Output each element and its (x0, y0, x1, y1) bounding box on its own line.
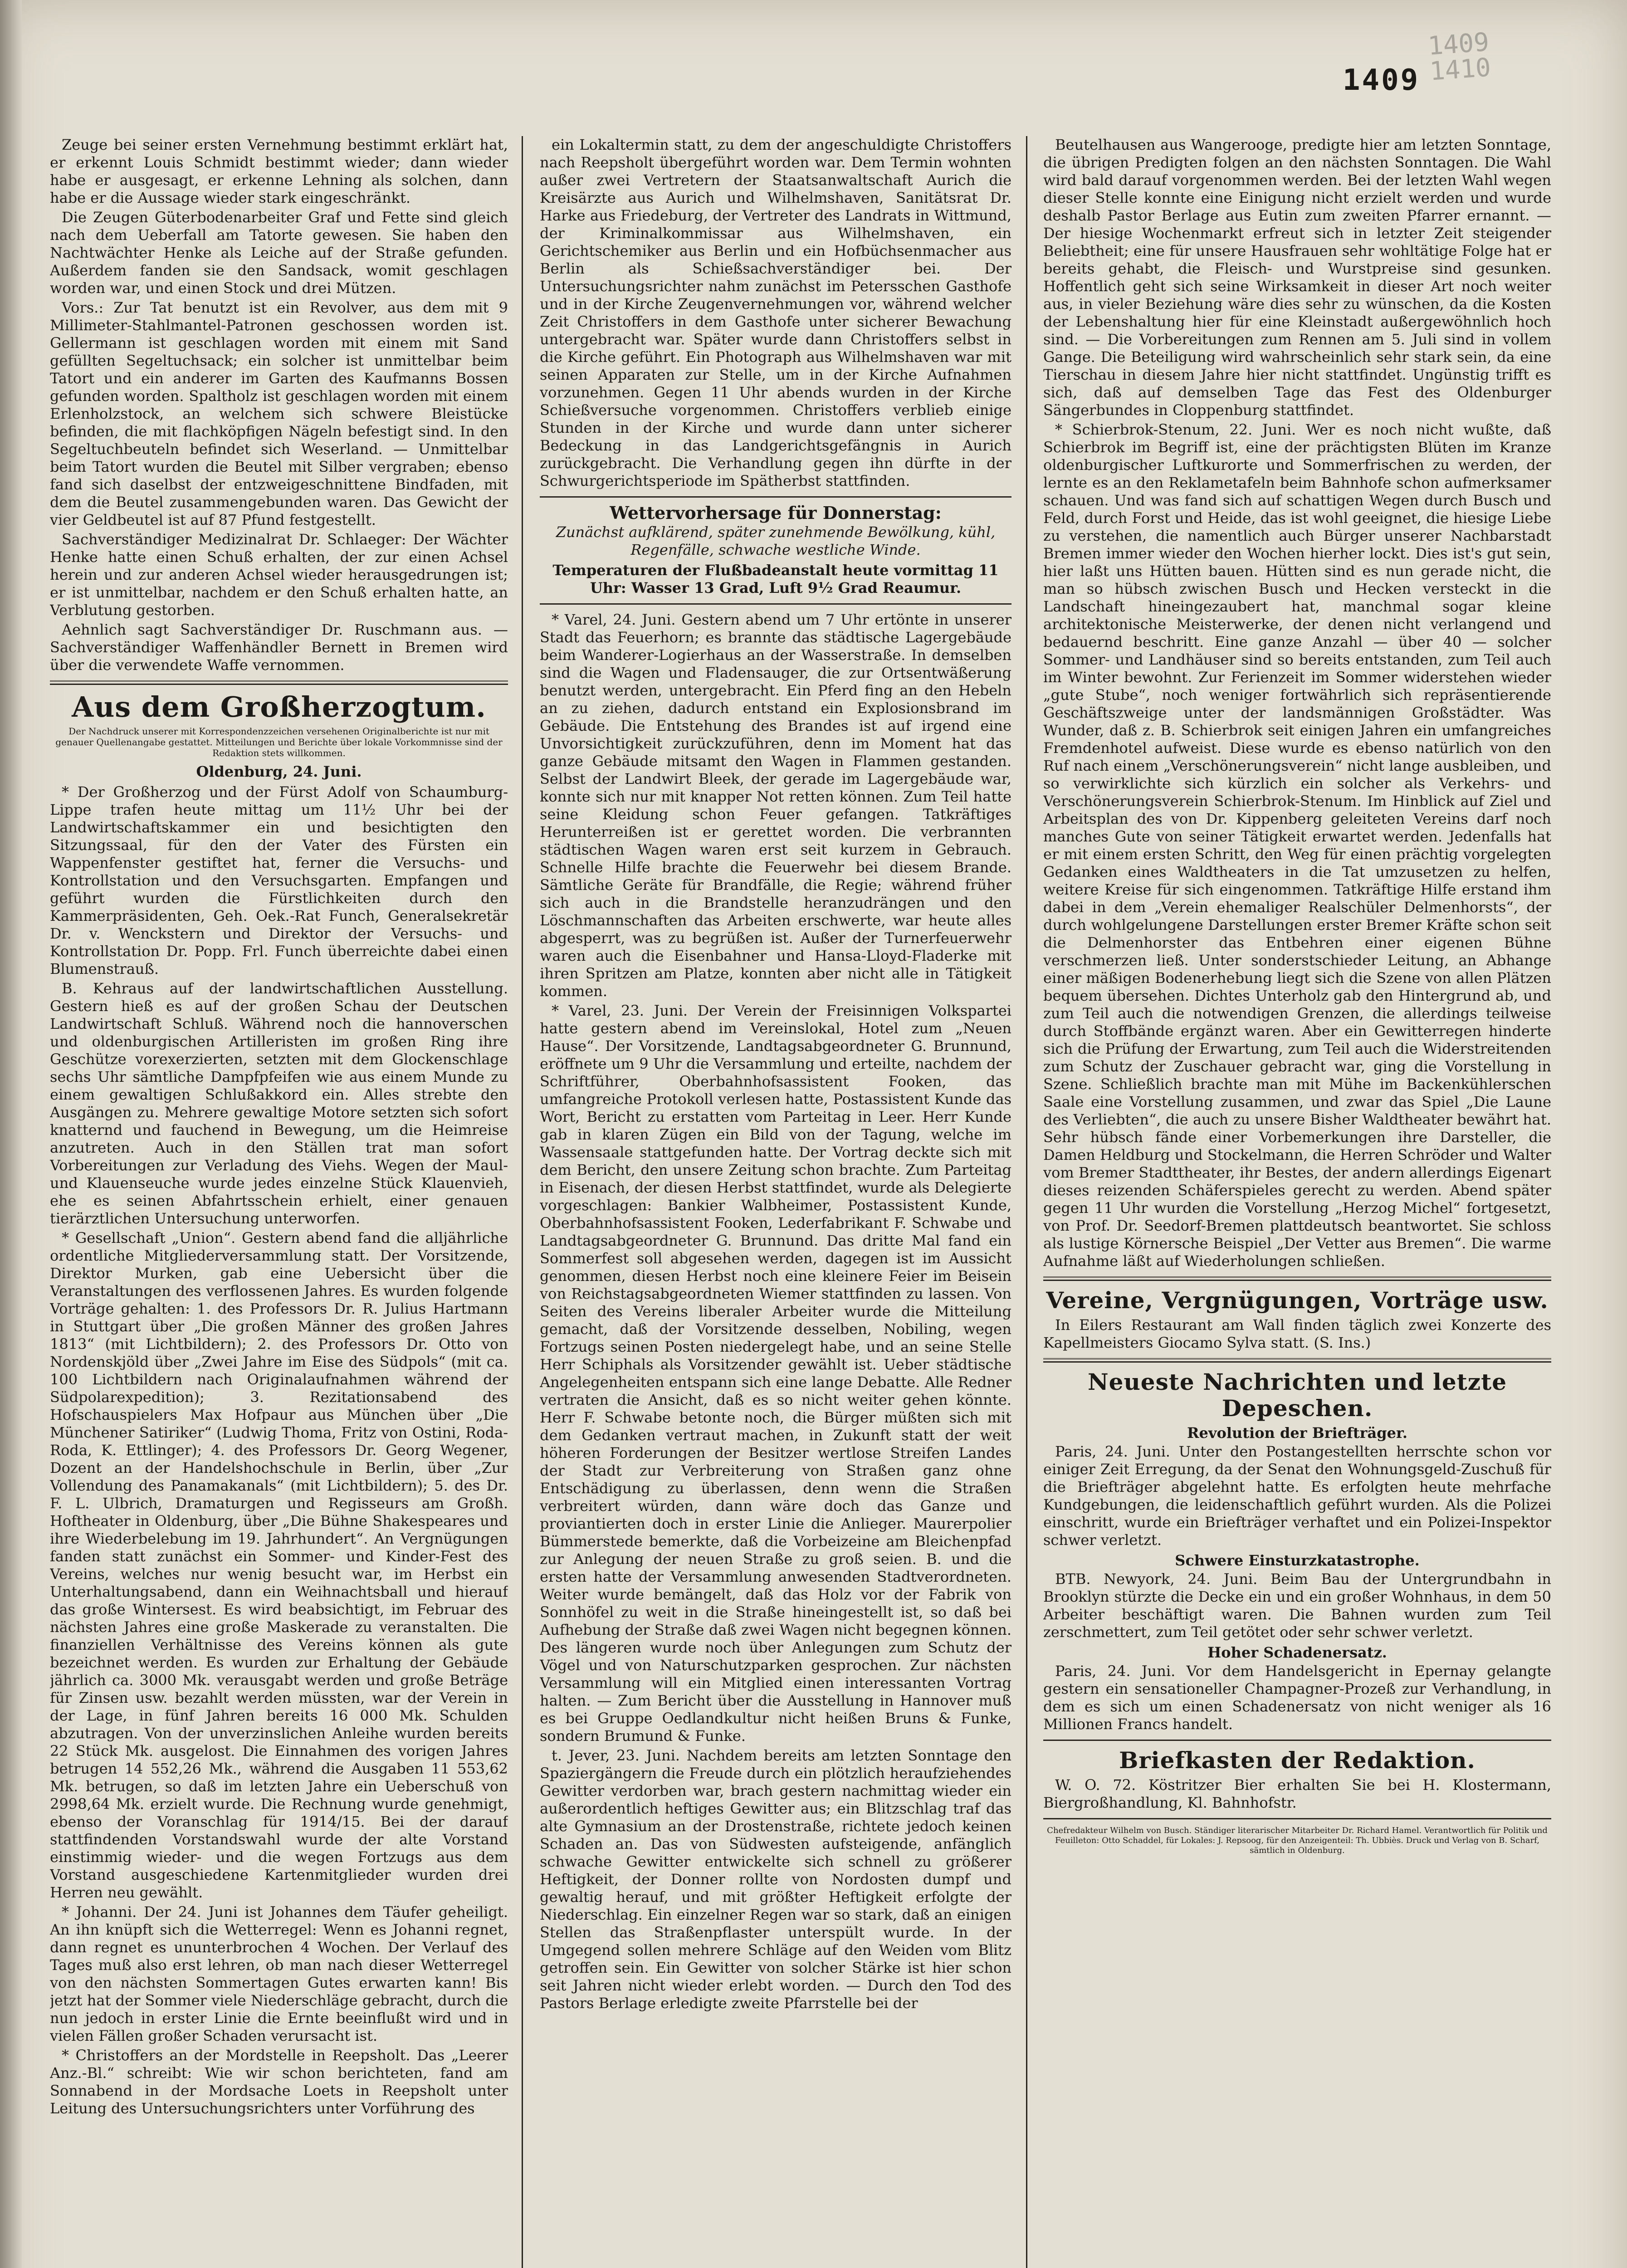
article-paragraph: Aehnlich sagt Sachverständiger Dr. Ruschmann aus. — Sachverständiger Waffenhändler Bernett in Bremen wird über die verwendete Waffe vernommen. (50, 621, 508, 674)
article-paragraph: * Varel, 23. Juni. Der Verein der Freisinnigen Volkspartei hatte gestern abend im Vereinslokal, Hotel zum „Neuen Hause“. Der Vorsitzende, Landtagsabgeordneter G. Brunnund, eröffnete um 9 Uhr die Versammlung und erteilte, nachdem der Schriftführer, Oberbahnhofsassistent Fooken, das umfangreiche Protokoll verlesen hatte, Postassistent Kunde das Wort, Bericht zu erstatten vom Parteitag in Leer. Herr Kunde gab in klaren Zügen ein Bild von der Tagung, welche im Wassensaale stattgefunden hatte. Der Vortrag deckte sich mit dem Bericht, den unsere Zeitung schon brachte. Zum Parteitag in Eisenach, der diesen Herbst stattfindet, wurde als Delegierte vorgeschlagen: Bankier Walbheimer, Postassistent Kunde, Oberbahnhofsassistent Fooken, Lederfabrikant F. Schwabe und Landtagsabgeordneter G. Brunnund. Das dritte Mal fand ein Sommerfest soll abgesehen werden, dagegen ist im Aussicht genommen, diesen Herbst noch eine kleinere Feier im Beisein von Reichstagsabgeordneten Wiemer stattfinden zu lassen. Von Seiten des Vereins liberaler Arbeiter wurde die Mitteilung gemacht, daß der Vorsitzende desselben, Nobiling, wegen Fortzugs seinen Posten niedergelegt habe, und an seine Stelle Herr Schiphals als Vorsitzender gewählt ist. Ueber städtische Angelegenheiten entspann sich eine lange Debatte. Alle Redner vertraten die Ansicht, daß es so nicht weiter gehen könnte. Herr F. Schwabe betonte noch, die Bürger müßten sich mit dem Gedanken vertraut machen, in Zukunft statt der weit höheren Forderungen der Besitzer wertlose Streifen Landes der Stadt zur Verbreiterung von Straßen ganz ohne Entschädigung zu überlassen, denn wenn die Straßen verbreitert würden, dann wäre doch das Ganze und proviantierten doch in erster Linie die Anlieger. Maurerpolier Bümmerstede bemerkte, daß die Vorbeizeine am Bleichenpfad zur Anlegung der neuen Straße zu groß seien. B. und die ersten hatte der Versammlung anwesenden Stadtverordneten. Weiter wurde bemängelt, daß das Holz vor der Fabrik von Sonnhöfel zu weit in die Straße hineingestellt ist, so daß bei Aufhebung der Straße daß zwei Wagen nicht begegnen können. Des längeren wurde noch über Anlegungen zum Schutz der Vögel und von Naturschutzparken gesprochen. Zur nächsten Versammlung will ein Mitglied einen interessanten Vortrag halten. — Zum Bericht über die Ausstellung in Hannover muß es bei Gruppe Oedlandkultur nicht heißen Bruns & Funke, sondern Brumund & Funke. (540, 1002, 1011, 1745)
section-title-briefkasten: Briefkasten der Redaktion. (1119, 1747, 1476, 1774)
column-rule (522, 136, 523, 2268)
divider (50, 680, 508, 685)
section-title-neueste-nachrichten: Neueste Nachrichten und letzte Depeschen. (1087, 1369, 1507, 1422)
section-title-vereine: Vereine, Vergnügungen, Vorträge usw. (1046, 1287, 1549, 1314)
news-subheading: Revolution der Briefträger. (1187, 1424, 1408, 1442)
article-paragraph: Beutelhausen aus Wangerooge, predigte hier am letzten Sonntage, die übrigen Predigten folgen an den nächsten Sonntagen. Die Wahl wird bald darauf vorgenommen werden. Bei der letzten Wahl wegen dieser Stelle konnte eine Einigung nicht erzielt werden und wurde deshalb Pastor Berlage aus Eutin zum zweiten Pfarrer ernannt. — Der hiesige Wochenmarkt erfreut sich in letzter Zeit steigender Beliebtheit; eine für unsere Hausfrauen sehr wohltätige Folge hat er bereits gehabt, die Fleisch- und Wurstpreise sind gesunken. Hoffentlich geht sich seine Wirksamkeit in dieser Art noch weiter aus, in vieler Beziehung wäre dies sehr zu wünschen, da die Kosten der Lebenshaltung hier für eine Kleinstadt außergewöhnlich hoch sind. — Die Vorbereitungen zum Rennen am 5. Juli sind in vollem Gange. Die Beteiligung wird wahrscheinlich sehr stark sein, da eine Tierschau in diesem Jahre hier nicht stattfindet. Ungünstig trifft es sich, daß auf demselben Tage das Fest des Oldenburger Sängerbundes in Cloppenburg stattfindet. (1043, 136, 1551, 419)
article-paragraph: * Christoffers an der Mordstelle in Reepsholt. Das „Leerer Anz.-Bl.“ schreibt: Wie wir schon berichteten, fand am Sonnabend in der Mordsache Loets in Reepsholt unter Leitung des Untersuchungsrichters unter Vorführung des (50, 2047, 508, 2117)
weather-temperatures: Temperaturen der Flußbadeanstalt heute vormittag 11 Uhr: Wasser 13 Grad, Luft 9½ Grad Reaumur. (552, 562, 999, 596)
binding-gutter (0, 0, 22, 2268)
article-paragraph: t. Jever, 23. Juni. Nachdem bereits am letzten Sonntage den Spaziergängern die Freude durch ein plötzlich heraufziehendes Gewitter verdorben war, brach gestern nachmittag wieder ein außerordentlich heftiges Gewitter aus; ein Blitzschlag traf das alte Gymnasium an der Drostenstraße, richtete jedoch keinen Schaden an. Das von Südwesten aufsteigende, anfänglich schwache Gewitter entwickelte sich schnell zu größerer Heftigkeit, der Donner rollte von Nordosten dumpf und gewaltig herauf, und mit größter Heftigkeit erfolgte der Niederschlag. Ein einzelner Regen war so stark, daß an einigen Stellen das Straßenpflaster unterspült wurde. In der Umgegend sollen mehrere Schläge auf den Weiden vom Blitz getroffen sein. Ein Gewitter von solcher Stärke ist hier schon seit Jahren nicht wieder erlebt worden. — Durch den Tod des Pastors Berlage erledigte zweite Pfarrstelle bei der (540, 1747, 1011, 2012)
article-paragraph: Paris, 24. Juni. Unter den Postangestellten herrschte schon vor einiger Zeit Erregung, da der Senat den Wohnungsgeld-Zuschuß für die Briefträger abgelehnt hatte. Es erfolgten heute mehrfache Kundgebungen, die leidenschaftlich geführt wurden. Als die Polizei einschritt, wurde ein Briefträger verhaftet und ein Polizei-Inspektor schwer verletzt. (1043, 1443, 1551, 1549)
divider (1043, 1358, 1551, 1363)
divider (1043, 1740, 1551, 1741)
dateline: Oldenburg, 24. Juni. (196, 763, 362, 780)
article-paragraph: Sachverständiger Medizinalrat Dr. Schlaeger: Der Wächter Henke hatte einen Schuß erhalten, der zur einen Achsel herein und zur anderen Achsel wieder herausgedrungen ist; er ist unmittelbar, nachdem er den Schuß erhalten hatte, an Verblutung gestorben. (50, 531, 508, 619)
article-paragraph: B. Kehraus auf der landwirtschaftlichen Ausstellung. Gestern hieß es auf der großen Schau der Deutschen Landwirtschaft Schluß. Während noch die hannoverschen und oldenburgischen Artilleristen im großen Ring ihre Geschütze vorexerzierten, setzten mit dem Glockenschlage sechs Uhr sämtliche Dampfpfeifen wie aus einem Munde zu einem gewaltigen Schlußakkord ein. Alles strebte den Ausgängen zu. Mehrere gewaltige Motore setzten sich sofort knatternd und fauchend in Bewegung, um die Heimreise anzutreten. Auch in den Ställen trat man sofort Vorbereitungen zur Verladung des Viehs. Wegen der Maul- und Klauenseuche wurde jedes einzelne Stück Klauenvieh, ehe es seinen Abfahrtsschein erhielt, einer genauen tierärztlichen Untersuchung unterworfen. (50, 980, 508, 1227)
news-subheading: Hoher Schadenersatz. (1207, 1644, 1387, 1661)
weather-title: Wettervorhersage für Donnerstag: (610, 503, 942, 523)
article-paragraph: In Eilers Restaurant am Wall finden täglich zwei Konzerte des Kapellmeisters Giocamo Sylva statt. (S. Ins.) (1043, 1316, 1551, 1351)
imprint: Chefredakteur Wilhelm von Busch. Ständiger literarischer Mitarbeiter Dr. Richard Hamel. Verantwortlich für Politik und Feuilleton: Otto Schaddel, für Lokales: J. Repsoog, für den Anzeigenteil: Th. Ubbiès. Druck und Verlag von B. Scharf, sämtlich in Oldenburg. (1047, 1826, 1548, 1855)
article-paragraph: * Johanni. Der 24. Juni ist Johannes dem Täufer geheiligt. An ihn knüpft sich die Wetterregel: Wenn es Johanni regnet, dann regnet es ununterbrochen 4 Wochen. Der Verlauf des Tages muß also erst lehren, ob man nach dieser Wetterregel von den nächsten Sommertagen Gutes erwarten kann! Bis jetzt hat der Sommer viele Niederschläge gebracht, durch die nun jedoch in erster Linie die Ernte beeinflußt wird und in vielen Fällen großer Schaden verursacht ist. (50, 1903, 508, 2044)
article-paragraph: Vors.: Zur Tat benutzt ist ein Revolver, aus dem mit 9 Millimeter-Stahlmantel-Patronen geschossen worden ist. Gellermann ist geschlagen worden mit einem mit Sand gefüllten Segeltuchsack; ein solcher ist unmittelbar beim Tatort und ein anderer im Garten des Kaufmanns Bossen gefunden worden. Spaltholz ist geschlagen worden mit einem Erlenholzstock, an welchem sich schwere Bleistücke befinden, die mit flachköpfigen Nägeln befestigt sind. In den Segeltuchbeuteln befindet sich Weserland. — Unmittelbar beim Tatort wurden die Beutel mit Silber vergraben; ebenso fand sich daselbst der entzweigeschnittene Bindfaden, mit dem die Beutel zusammengebunden waren. Das Gewicht der vier Geldbeutel ist auf 87 Pfund festgestellt. (50, 299, 508, 528)
weather-forecast: Zunächst aufklärend, später zunehmende Bewölkung, kühl, Regenfälle, schwache westliche Winde. (556, 523, 996, 558)
divider (1043, 1276, 1551, 1281)
column-1 (50, 136, 508, 2268)
column-2 (540, 136, 1011, 2268)
divider (540, 496, 1011, 498)
article-paragraph: Zeuge bei seiner ersten Vernehmung bestimmt erklärt hat, er erkennt Louis Schmidt bestimmt wieder; dann wieder habe er ausgesagt, er erkenne Lehning als solchen, dann habe er die Aussage wieder stark eingeschränkt. (50, 136, 508, 206)
article-paragraph: ein Lokaltermin statt, zu dem der angeschuldigte Christoffers nach Reepsholt übergeführt worden war. Dem Termin wohnten außer zwei Vertretern der Staatsanwaltschaft Aurich die Kreisärzte aus Aurich und Wilhelmshaven, Sanitätsrat Dr. Harke aus Friedeburg, der Vertreter des Landrats in Wittmund, der Kriminalkommissar aus Wilhelmshaven, ein Gerichtschemiker aus Berlin und ein Hofbüchsenmacher aus Berlin als Schießsachverständiger bei. Der Untersuchungsrichter nahm zunächst im Petersschen Gasthofe und in der Kirche Zeugenvernehmungen vor, während welcher Zeit Christoffers in dem Gasthofe unter sicherer Bewachung untergebracht war. Später wurde dann Christoffers selbst in die Kirche geführt. Ein Photograph aus Wilhelmshaven war mit seinen Apparaten zur Stelle, um in der Kirche Aufnahmen vorzunehmen. Gegen 11 Uhr abends wurden in der Kirche Schießversuche vorgenommen. Christoffers verblieb einige Stunden in der Kirche und wurde dann unter sicherer Bedeckung in das Landgerichtsgefängnis in Aurich zurückgebracht. Die Verhandlung gegen ihn dürfte in der Schwurgerichtsperiode im Spätherbst stattfinden. (540, 136, 1011, 489)
article-paragraph: * Der Großherzog und der Fürst Adolf von Schaumburg-Lippe trafen heute mittag um 11½ Uhr bei der Landwirtschaftskammer ein und besichtigten den Sitzungssaal, für den der Vater des Fürsten ein Wappenfenster gestiftet hat, ferner die Versuchs- und Kontrollstation und den Versuchsgarten. Empfangen und geführt wurden die Fürstlichkeiten durch den Kammerpräsidenten, Geh. Oek.-Rat Funch, Generalsekretär Dr. v. Wenckstern und Direktor der Versuchs- und Kontrollstation Dr. Popp. Frl. Funch überreichte dabei einen Blumenstrauß. (50, 783, 508, 978)
reprint-note: Der Nachdruck unserer mit Korrespondenzzeichen versehenen Originalberichte ist nur mit genauer Quellenangabe gestattet. Mitteilungen und Berichte über lokale Vorkommnisse sind der Redaktion stets willkommen. (55, 726, 503, 758)
article-paragraph: * Gesellschaft „Union“. Gestern abend fand die alljährliche ordentliche Mitgliederversammlung statt. Der Vorsitzende, Direktor Murken, gab eine Uebersicht über die Veranstaltungen des verflossenen Jahres. Es wurden folgende Vorträge gehalten: 1. des Professors Dr. R. Julius Hartmann in Stuttgart über „Die großen Männer des großen Jahres 1813“ (mit Lichtbildern); 2. des Professors Dr. Otto von Nordenskjöld über „Zwei Jahre im Eise des Südpols“ (mit ca. 100 Lichtbildern nach Originalaufnahmen während der Südpolarexpedition); 3. Rezitationsabend des Hofschauspielers Max Hofpaur aus München über „Die Münchener Satiriker“ (Ludwig Thoma, Fritz von Ostini, Roda-Roda, K. Ettlinger); 4. des Professors Dr. Georg Wegener, Dozent an der Handelshochschule in Berlin, über „Zur Vollendung des Panamakanals“ (mit Lichtbildern); 5. des Dr. F. L. Ulbrich, Dramaturgen und Regisseurs am Großh. Hoftheater in Oldenburg, über „Die Bühne Shakespeares und ihre Wiederbelebung im 19. Jahrhundert“. An Vergnügungen fanden statt zunächst ein Sommer- und Kinder-Fest des Vereins, welches nur wenig besucht war, im Herbst ein Unterhaltungsabend, dann ein Weihnachtsball und hierauf das große Wintersest. Es wird beabsichtigt, im Februar des nächsten Jahres eine große Maskerade zu veranstalten. Die finanziellen Verhältnisse des Vereins können als gute bezeichnet werden. Es wurden zur Erhaltung der Gebäude jährlich ca. 3000 Mk. verausgabt werden und große Beträge für Zinsen usw. bezahlt werden müssten, war der Verein in der Lage, in fünf Jahren bereits 16 000 Mk. Schulden abzutragen. Von der unverzinslichen Anleihe wurden bereits 22 Stück Mk. ausgelost. Die Einnahmen des vorigen Jahres betrugen 14 552,26 Mk., während die Ausgaben 11 553,62 Mk. betrugen, so daß im letzten Jahre ein Ueberschuß von 2998,64 Mk. erzielt wurde. Die Rechnung wurde genehmigt, ebenso der Voranschlag für 1914/15. Bei der darauf stattfindenden Vorstandswahl wurde der alte Vorstand einstimmig wieder- und die wegen Fortzugs aus dem Vorstand ausgeschiedene Kartenmitglieder wurden drei Herren neu gewählt. (50, 1229, 508, 1901)
article-paragraph: * Varel, 24. Juni. Gestern abend um 7 Uhr ertönte in unserer Stadt das Feuerhorn; es brannte das städtische Lagergebäude beim Wanderer-Logierhaus an der Wasserstraße. In demselben sind die Wagen und Fladensauger, die zur Ortsentwäßerung benutzt werden, untergebracht. Ein Pferd fing an den Hebeln an zu ziehen, dadurch entstand ein Explosionsbrand im Gebäude. Die Entstehung des Brandes ist auf irgend eine Unvorsichtigkeit zurückzuführen, denn im Moment hat das ganze Gebäude mitsamt den Wagen in Flammen gestanden. Selbst der Landwirt Bleek, der gerade im Lagergebäude war, konnte sich nur mit knapper Not retten können. Zum Teil hatte seine Kleidung schon Feuer gefangen. Tatkräftiges Herunterreißen ist er gerettet worden. Die verbrannten städtischen Wagen waren erst seit kurzem in Gebrauch. Schnelle Hilfe brachte die Feuerwehr bei diesem Brande. Sämtliche Geräte für Brandfälle, die Regie; während früher sich auch in die Brandstelle heranzudrängen und den Löschmannschaften das Arbeiten erschwerte, war heute alles abgesperrt, was zu begrüßen ist. Außer der Turnerfeuerwehr waren auch die Eisenbahner und Hansa-Lloyd-Fladerke mit ihren Spritzen am Platze, konnten aber nicht alle in Tätigkeit kommen. (540, 611, 1011, 1000)
column-rule (1026, 136, 1027, 2268)
news-subheading: Schwere Einsturzkatastrophe. (1175, 1552, 1420, 1569)
section-title-grossherzogtum: Aus dem Großherzogtum. (72, 690, 486, 723)
column-3 (1043, 136, 1551, 2268)
article-paragraph: BTB. Newyork, 24. Juni. Beim Bau der Untergrundbahn in Brooklyn stürzte die Decke ein und ein großer Wohnhaus, in dem 50 Arbeiter beschäftigt waren. Die Bahnen wurden zum Teil zerschmettert, zum Teil getötet oder sehr schwer verletzt. (1043, 1570, 1551, 1641)
article-paragraph: * Schierbrok-Stenum, 22. Juni. Wer es noch nicht wußte, daß Schierbrok im Begriff ist, eine der prächtigsten Blüten im Kranze oldenburgischer Luftkurorte und Sommerfrischen zu werden, der lernte es an den Reklametafeln beim Bahnhofe schon aufmerksamer schauen. Und was fand sich auf schattigen Wegen durch Busch und Feld, durch Forst und Heide, das ist wohl geeignet, die hiesige Liebe zu verstehen, die namentlich auch Bürger unserer Nachbarstadt Bremen immer wieder den Wochen hierher lockt. Dies ist's gut sein, hier laßt uns Hütten bauen. Hütten sind es nun gerade nicht, die man so hübsch zwischen Busch und Hecken versteckt in die Landschaft hineingezaubert hat, manchmal sogar kleine architektonische Meisterwerke, der denen nicht verlangend und bedauernd beschritt. Eine ganze Anzahl — über 40 — solcher Sommer- und Landhäuser sind so bereits entstanden, zum Teil auch im Winter bewohnt. Zur Ferienzeit im Sommer widerstehen wieder „gute Stube“, noch weniger fortwährlich sich repräsentierende Geschäftszweige unter der landsmännigen Großstädter. Was Wunder, daß z. B. Schierbrok seit einigen Jahren ein umfangreiches Fremdenhotel aufweist. Diese wurde es ebenso natürlich von den Ruf nach einem „Verschönerungsverein“ nicht lange ausbleiben, und so verwirklichte sich kürzlich ein solcher als Verkehrs- und Verschönerungsverein Schierbrok-Stenum. Im Hinblick auf Ziel und Arbeitsplan des von Dr. Kippenberg geleiteten Vereins darf noch manches Gute von seiner Tätigkeit erwartet werden. Jedenfalls hat er mit einem ersten Schritt, den Weg für einen prächtig vorgelegten Gedanken eines Waldtheaters in die Tat umzusetzen zu helfen, weitere Kreise für sich eingenommen. Tatkräftige Hilfe erstand ihm dabei in dem „Verein ehemaliger Realschüler Delmenhorsts“, der durch wohlgelungene Darstellungen erster Bremer Kräfte schon seit die Delmenhorster das Entbehren einer eigenen Bühne verschmerzen ließ. Unter sonderstschieder Leitung, an Abhange einer mäßigen Bodenerhebung liegt sich die Szene von allen Plätzen bequem übersehen. Dichtes Unterholz gab den Hintergrund ab, und zum Teil auch die notwendigen Grenzen, die allerdings teilweise durch Stoffbände ergänzt waren. Aber ein Gewitterregen hinderte sich die Prüfung der Erwartung, zum Teil auch die Widerstreitenden zum Schutz der Zuschauer gebracht war, ging die Vorstellung in Szene. Schließlich brachte man mit Mühe im Backenkühlerschen Saale eine Vorstellung zusammen, und zwar das Spiel „Die Laune des Verliebten“, die auch zu unsere Bisher Waldtheater bewährt hat. Sehr hübsch fände einer Vorbemerkungen ihre Darsteller, die Damen Heldburg und Stockelmann, die Herren Schröder und Walter vom Bremer Stadttheater, ihr Bestes, der andern allerdings Eigenart dieses reizenden Schäferspieles gerecht zu werden. Abend später gegen 11 Uhr wurden die Vorstellung „Herzog Michel“ fortgesetzt, von Prof. Dr. Seedorf-Bremen plattdeutsch beantwortet. Sie schloss als lustige Körnersche Beispiel „Der Vetter aus Bremen“. Die warme Aufnahme läßt auf Wiederholungen schließen. (1043, 421, 1551, 1270)
article-paragraph: Paris, 24. Juni. Vor dem Handelsgericht in Epernay gelangte gestern ein sensationeller Champagner-Prozeß zur Verhandlung, in dem es sich um einen Schadenersatz von nicht weniger als 16 Millionen Francs handelt. (1043, 1662, 1551, 1733)
archive-stamp: 1409 1410 (1427, 27, 1492, 87)
divider (1043, 1818, 1551, 1819)
article-paragraph: W. O. 72. Köstritzer Bier erhalten Sie bei H. Klostermann, Biergroßhandlung, Kl. Bahnhofstr. (1043, 1776, 1551, 1811)
divider (540, 603, 1011, 605)
page-number: 1409 (1343, 64, 1420, 97)
article-paragraph: Die Zeugen Güterbodenarbeiter Graf und Fette sind gleich nach dem Ueberfall am Tatorte gewesen. Sie haben den Nachtwächter Henke als Leiche auf der Straße gefunden. Außerdem fanden sie den Sandsack, womit geschlagen worden war, und einen Stock und drei Mützen. (50, 209, 508, 297)
